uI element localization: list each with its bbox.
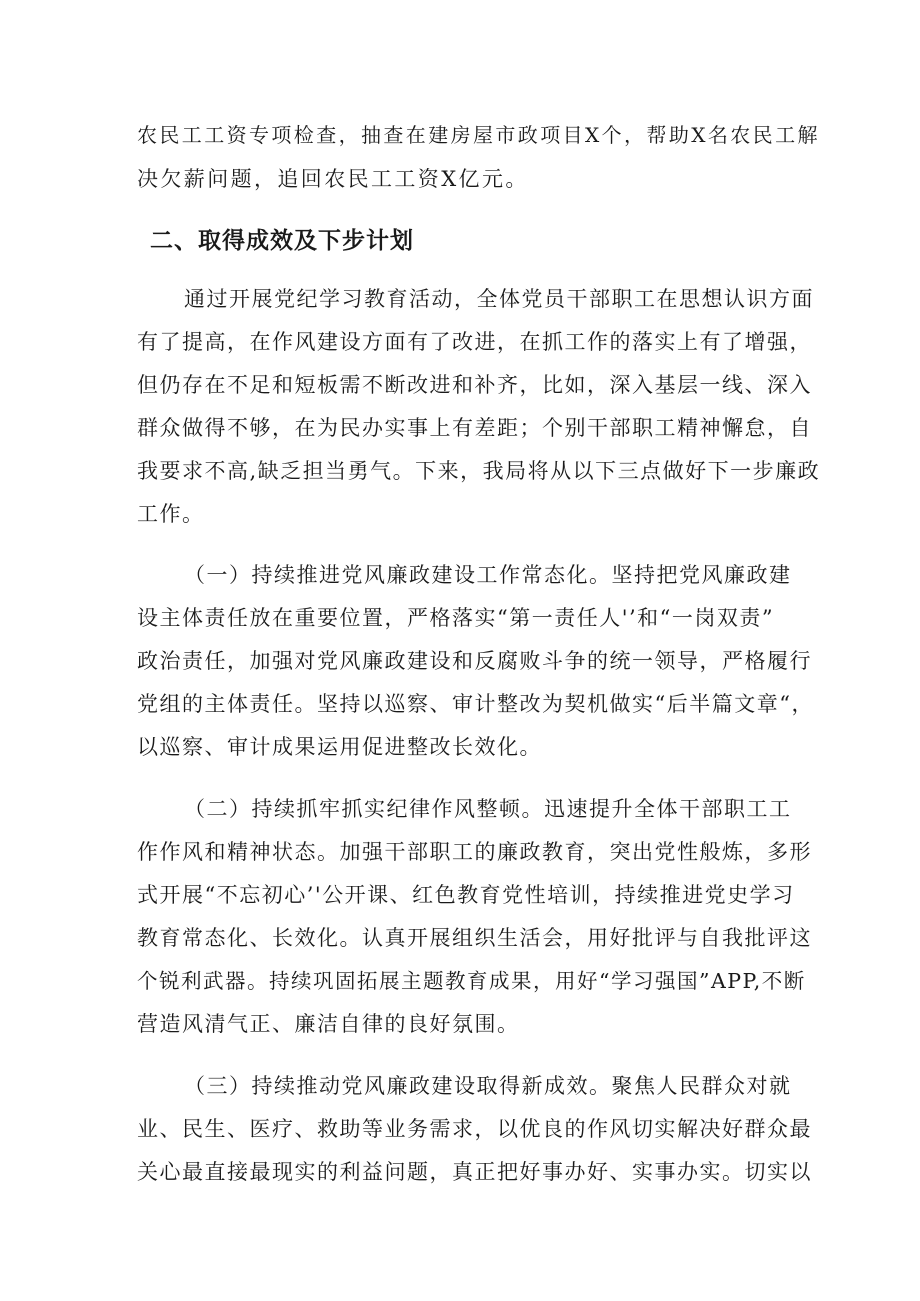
item2-line-6: 营造风清气正、廉洁自律的良好氛围。 (137, 1012, 520, 1036)
item1-line-1: （一）持续推进党风廉政建设工作常态化。坚持把党风廉政建 (184, 563, 792, 587)
item2-line-2: 作作风和精神状态。加强干部职工的廉政教育，突出党性般炼，多形 (137, 840, 812, 864)
summary-line-5: 我要求不高,缺乏担当勇气。下来，我局将从以下三点做好下一步廉政 (137, 459, 821, 483)
item2-line-1: （二）持续抓牢抓实纪律作风整顿。迅速提升全体干部职工工 (184, 797, 792, 821)
summary-line-4: 群众做得不够，在为民办实事上有差距；个别干部职工精神懈怠，自 (137, 416, 812, 440)
summary-line-1: 通过开展党纪学习教育活动，全体党员干部职工在思想认识方面 (184, 287, 814, 311)
intro-line-1: 农民工工资专项检查，抽查在建房屋市政项目X个，帮助X名农民工解 (137, 123, 820, 147)
item3-line-1: （三）持续推动党风廉政建设取得新成效。聚焦人民群众对就 (184, 1074, 792, 1098)
item1-line-4: 党组的主体责任。坚持以巡察、审计整改为契机做实“后半篇文章“， (137, 692, 814, 716)
item2-line-4: 教育常态化、长效化。认真开展组织生活会，用好批评与自我批评这 (137, 926, 812, 950)
item1-line-2: 设主体责任放在重要位置，严格落实“第一责任人'’和“一岗双责” (137, 606, 775, 630)
item2-line-5: 个锐利武器。持续巩固拓展主题教育成果，用好“学习强国”APP,不断 (137, 969, 806, 993)
summary-line-6: 工作。 (137, 502, 205, 526)
intro-line-2: 决欠薪问题，追回农民工工资X亿元。 (137, 167, 529, 191)
item2-line-3: 式开展“不忘初心’'公开课、红色教育党性培训，持续推进党史学习 (137, 883, 795, 907)
item1-line-5: 以巡察、审计成果运用促进整改长效化。 (137, 735, 542, 759)
item1-line-3: 政治责任，加强对党风廉政建设和反腐败斗争的统一领导，严格履行 (137, 649, 812, 673)
summary-line-2: 有了提高，在作风建设方面有了改进，在抓工作的落实上有了增强， (137, 330, 812, 354)
item3-line-3: 关心最直接最现实的利益问题，真正把好事办好、实事办实。切实以 (137, 1160, 812, 1184)
section-heading: 二、取得成效及下步计划 (150, 228, 414, 254)
item3-line-2: 业、民生、医疗、救助等业务需求，以优良的作风切实解决好群众最 (137, 1117, 812, 1141)
summary-line-3: 但仍存在不足和短板需不断改进和补齐，比如，深入基层一线、深入 (137, 373, 812, 397)
